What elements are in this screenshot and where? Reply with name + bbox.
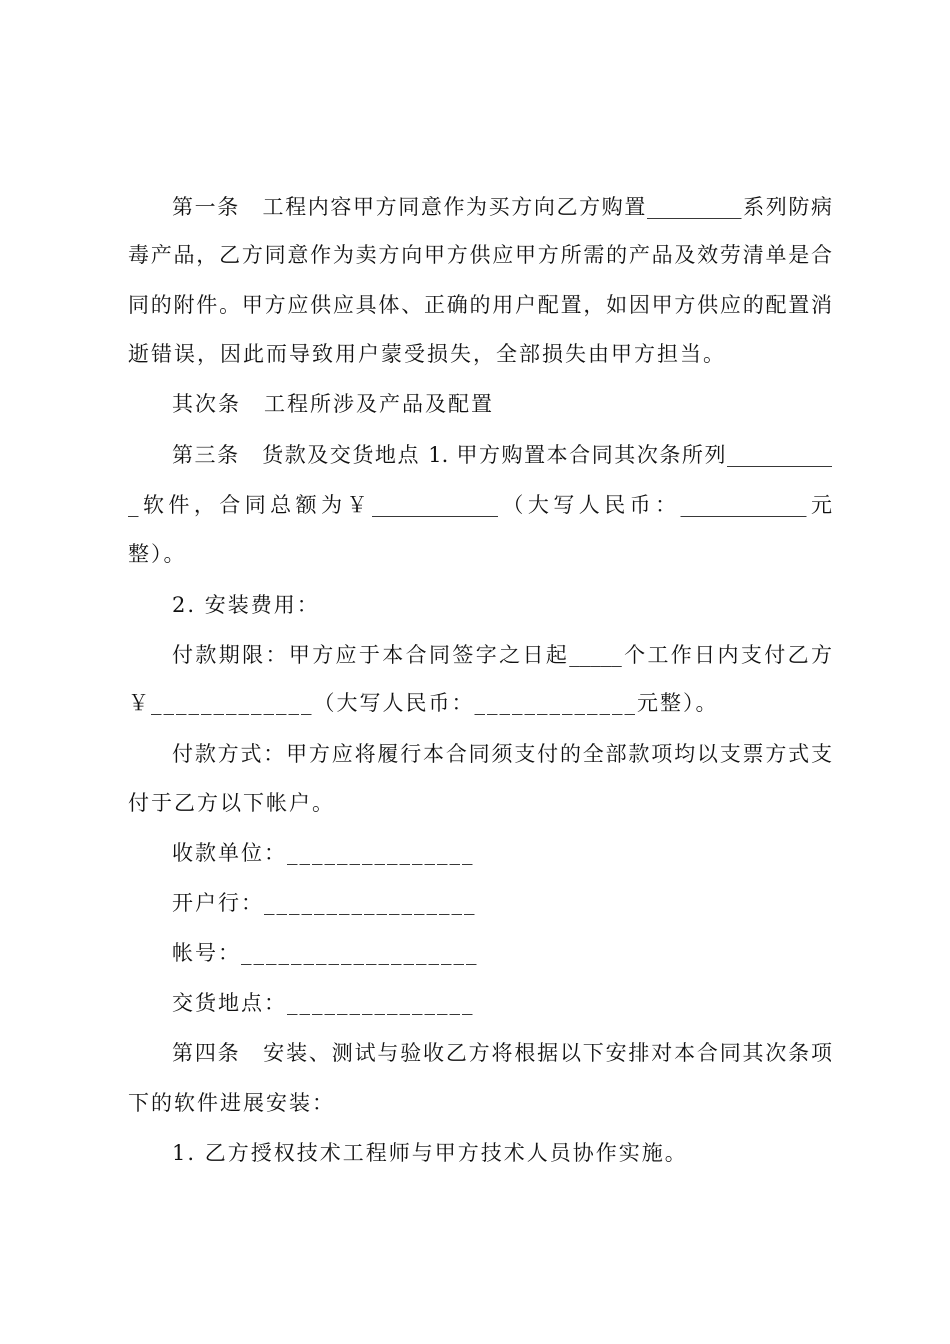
article-1-line-3: 同的附件。甲方应供应具体、正确的用户配置，如因甲方供应的配置消 bbox=[128, 293, 832, 317]
article-3-line-1: 第三条 货款及交货地点 1. 甲方购置本合同其次条所列__________ bbox=[172, 443, 832, 467]
bank-field: 开户行：_________________ bbox=[172, 891, 477, 915]
article-4-line-1: 第四条 安装、测试与验收乙方将根据以下安排对本合同其次条项 bbox=[172, 1041, 832, 1065]
article-2-heading: 其次条 工程所涉及产品及配置 bbox=[172, 392, 494, 416]
article-3-line-2: _软件，合同总额为￥____________（大写人民币：____________元 bbox=[128, 493, 832, 517]
article-1-line-4: 逝错误，因此而导致用户蒙受损失，全部损失由甲方担当。 bbox=[128, 342, 726, 366]
article-1-line-1: 第一条 工程内容甲方同意作为买方向乙方购置_________系列防病 bbox=[172, 195, 832, 219]
installation-fee-heading: 2. 安装费用： bbox=[172, 593, 320, 617]
article-4-line-2: 下的软件进展安装： bbox=[128, 1091, 335, 1115]
payment-method-line-2: 付于乙方以下帐户。 bbox=[128, 791, 335, 815]
delivery-location-field: 交货地点：_______________ bbox=[172, 991, 475, 1015]
payment-term-line-2: ￥_____________（大写人民币：_____________元整）。 bbox=[128, 691, 719, 715]
account-number-field: 帐号：___________________ bbox=[172, 941, 479, 965]
payment-method-line-1: 付款方式：甲方应将履行本合同须支付的全部款项均以支票方式支 bbox=[172, 742, 832, 766]
payment-term-line-1: 付款期限：甲方应于本合同签字之日起_____个工作日内支付乙方 bbox=[172, 643, 832, 667]
article-3-line-3: 整）。 bbox=[128, 542, 187, 566]
payee-field: 收款单位：_______________ bbox=[172, 841, 475, 865]
article-1-line-2: 毒产品，乙方同意作为卖方向甲方供应甲方所需的产品及效劳清单是合 bbox=[128, 243, 832, 267]
article-4-item-1: 1. 乙方授权技术工程师与甲方技术人员协作实施。 bbox=[172, 1141, 688, 1165]
